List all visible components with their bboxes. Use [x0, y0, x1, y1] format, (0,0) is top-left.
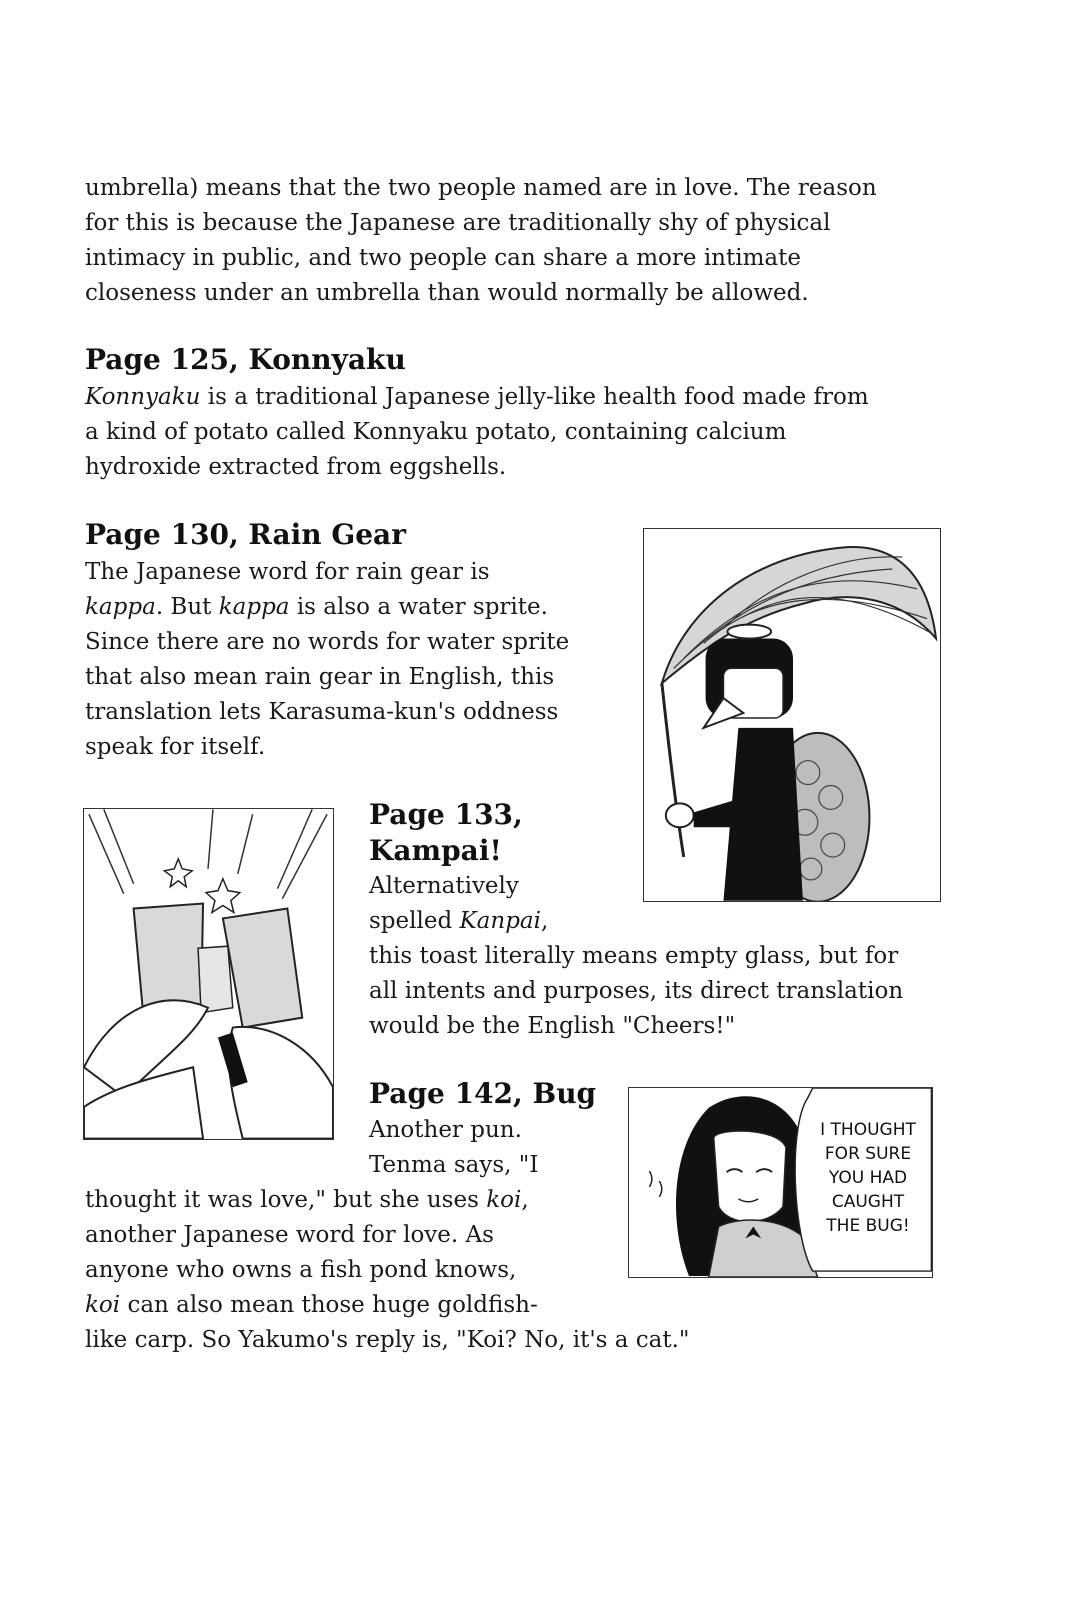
konnyaku-heading: Page 125, Konnyaku: [85, 343, 406, 376]
intro-line-2: for this is because the Japanese are traditionally shy of physical: [85, 210, 831, 236]
kanpai-term: Kanpai: [459, 908, 541, 934]
konnyaku-line-1-text: is a traditional Japanese jelly-like health food made from: [200, 384, 869, 410]
bubble-line-5: THE BUG!: [826, 1216, 910, 1236]
bug-illustration: [628, 1087, 933, 1278]
konnyaku-line-2: a kind of potato called Konnyaku potato, containing calcium: [85, 419, 787, 445]
kampai-line-5: would be the English "Cheers!": [369, 1013, 736, 1039]
bubble-line-2: FOR SURE: [824, 1144, 912, 1164]
kampai-heading-line-1: Page 133,: [369, 798, 523, 831]
rain-gear-line-5: translation lets Karasuma-kun's oddness: [85, 699, 559, 725]
rain-gear-line-2: [85, 590, 548, 625]
bug-line-6: [85, 1288, 538, 1323]
kampai-line-2-pre: spelled: [369, 908, 460, 934]
bug-line-5: anyone who owns a fish pond knows,: [85, 1257, 517, 1283]
bug-line-2: Tenma says, "I: [369, 1152, 539, 1178]
speech-bubble: [807, 1118, 929, 1238]
bug-line-3-post: ,: [521, 1187, 529, 1213]
intro-line-1: umbrella) means that the two people named are in love. The reason: [85, 175, 877, 201]
bug-heading: Page 142, Bug: [369, 1077, 597, 1110]
kappa-boy-drawing: [644, 529, 940, 901]
koi-term-2: koi: [85, 1292, 121, 1318]
kampai-line-2-post: ,: [541, 908, 549, 934]
kampai-line-4: all intents and purposes, its direct translation: [369, 978, 904, 1004]
kappa-term-2: kappa: [218, 594, 290, 620]
bug-line-7: like carp. So Yakumo's reply is, "Koi? No, it's a cat.": [85, 1327, 690, 1353]
bug-line-4: another Japanese word for love. As: [85, 1222, 494, 1248]
bug-line-6-rest: can also mean those huge goldfish-: [120, 1292, 538, 1318]
rain-gear-line-2-mid: . But: [155, 594, 219, 620]
koi-term: koi: [486, 1187, 522, 1213]
bubble-line-4: CAUGHT: [831, 1192, 905, 1212]
bug-line-3-pre: thought it was love," but she uses: [85, 1187, 487, 1213]
intro-line-4: closeness under an umbrella than would normally be allowed.: [85, 280, 809, 306]
kampai-line-1: Alternatively: [369, 873, 519, 899]
kampai-illustration: [83, 808, 334, 1140]
kampai-heading-line-2: Kampai!: [369, 834, 502, 867]
rain-gear-illustration: [643, 528, 941, 902]
rain-gear-line-2-rest: is also a water sprite.: [289, 594, 548, 620]
konnyaku-line-3: hydroxide extracted from eggshells.: [85, 454, 507, 480]
bubble-line-1: I THOUGHT: [820, 1120, 916, 1140]
toasting-glasses-drawing: [84, 809, 333, 1139]
rain-gear-line-1: The Japanese word for rain gear is: [85, 559, 490, 585]
konnyaku-line-1: [85, 380, 869, 415]
bug-line-3: [85, 1183, 529, 1218]
bug-line-1: Another pun.: [369, 1117, 522, 1143]
intro-line-3: intimacy in public, and two people can share a more intimate: [85, 245, 801, 271]
kampai-line-3: this toast literally means empty glass, but for: [369, 943, 899, 969]
rain-gear-heading: Page 130, Rain Gear: [85, 518, 406, 551]
konnyaku-term: Konnyaku: [85, 384, 201, 410]
kampai-line-2: [369, 904, 548, 939]
kappa-term: kappa: [85, 594, 156, 620]
rain-gear-line-6: speak for itself.: [85, 734, 266, 760]
bubble-line-3: YOU HAD: [828, 1168, 908, 1188]
rain-gear-line-4: that also mean rain gear in English, this: [85, 664, 555, 690]
rain-gear-line-3: Since there are no words for water sprite: [85, 629, 570, 655]
